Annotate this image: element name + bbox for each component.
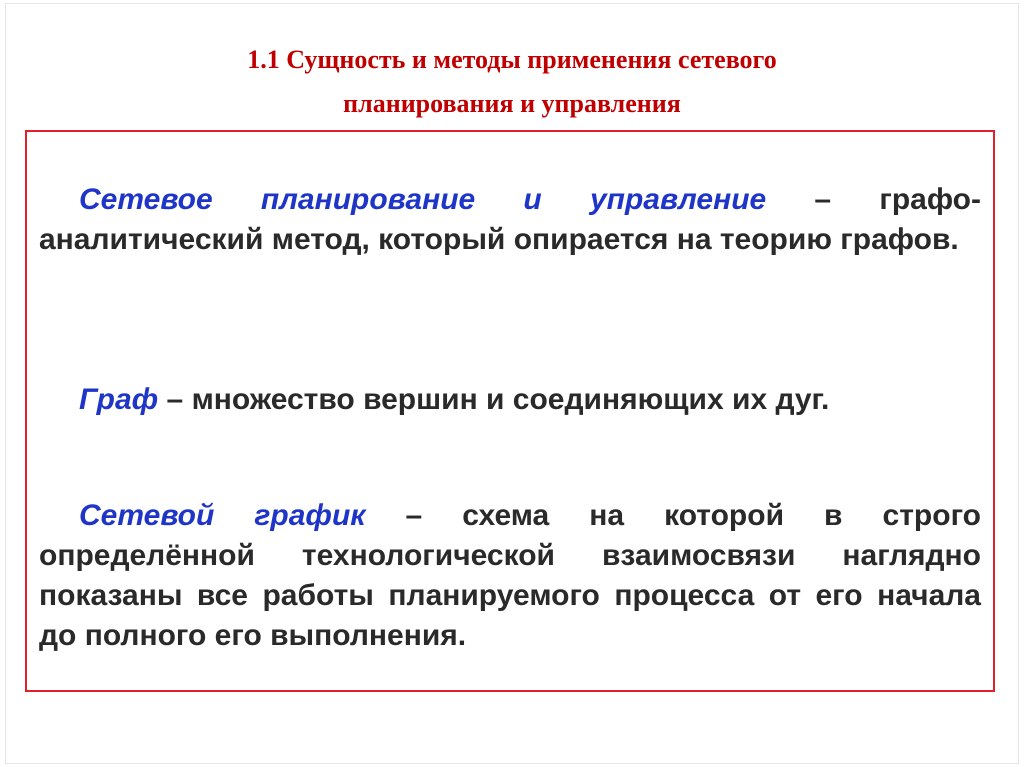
slide-title <box>0 38 1024 126</box>
definition-text: – схема на которой в строго определённой технологической взаимосвязи наглядно показаны все работы планируемого процесса от его начала до полного его выполнения. <box>39 499 981 652</box>
definition-term: Сетевое планирование и управление <box>79 183 767 216</box>
definitions-box <box>25 130 995 692</box>
definition-graph <box>39 380 981 420</box>
definition-network-planning <box>39 180 981 260</box>
definition-text: – графо-аналитический метод, который опирается на теорию графов. <box>39 183 981 256</box>
definition-term: Граф <box>79 383 159 416</box>
slide-title-line-2: планирования и управления <box>343 89 681 118</box>
definition-text: – множество вершин и соединяющих их дуг. <box>158 383 830 416</box>
definition-network-schedule <box>39 496 981 656</box>
slide-title-line-1: 1.1 Сущность и методы применения сетевого <box>247 45 777 74</box>
definition-term: Сетевой график <box>79 499 366 532</box>
